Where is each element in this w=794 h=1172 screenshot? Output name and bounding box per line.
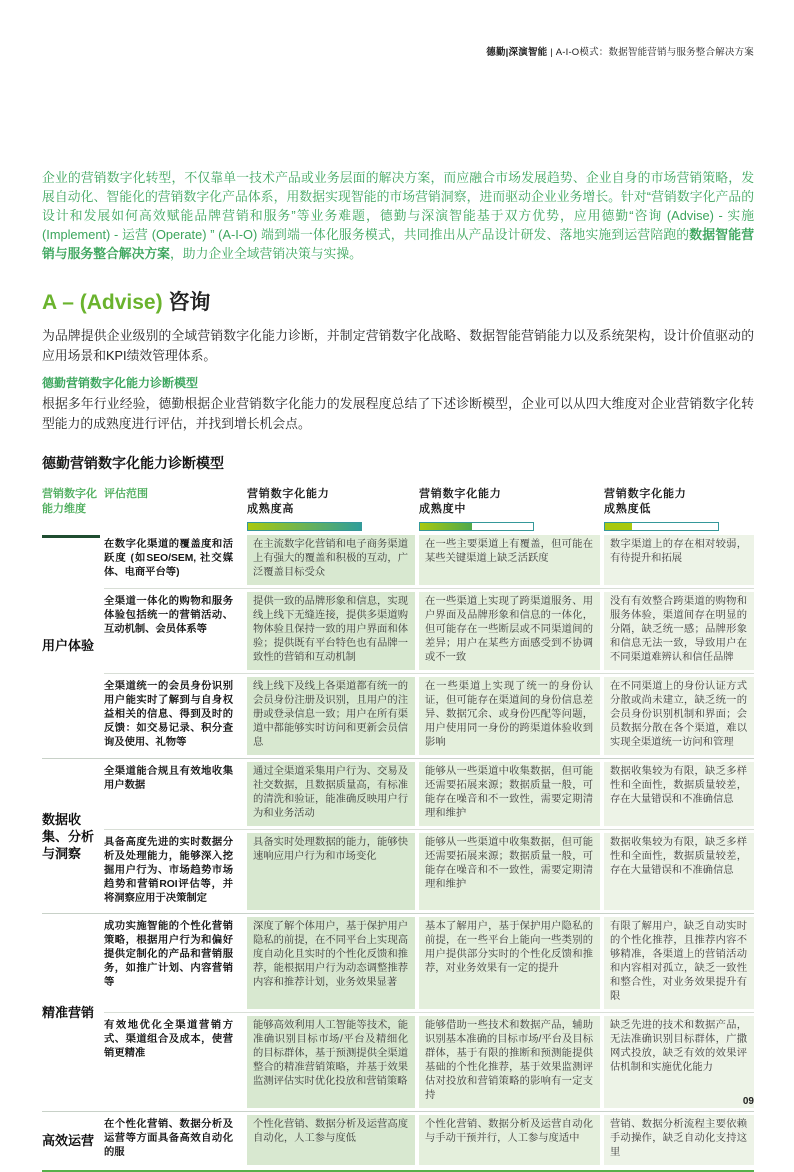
page-number: 09	[742, 1096, 754, 1107]
table-row-data-insight	[42, 758, 754, 910]
maturity-low-cell: 有限了解用户，缺乏自动实时的个性化推荐，且推荐内容不够精准，各渠道上的营销活动和内容相对孤立，缺乏一致性和整合性，对业务效果提升有限	[604, 917, 754, 1009]
dimension-top-bar	[42, 535, 100, 538]
maturity-bar-high-fill	[248, 523, 361, 530]
maturity-high-cell: 个性化营销、数据分析及运营高度自动化，人工参与度低	[247, 1115, 415, 1165]
section-heading-en: A – (Advise)	[42, 291, 163, 314]
table-subrow	[104, 673, 754, 755]
maturity-bar-mid	[419, 522, 534, 531]
maturity-high-cell: 具备实时处理数据的能力，能够快速响应用户行为和市场变化	[247, 833, 415, 910]
table-row-user-experience	[42, 535, 754, 755]
maturity-bar-low	[604, 522, 719, 531]
table-subrow	[104, 762, 754, 826]
dimension-label: 精准营销	[42, 1005, 95, 1020]
scope-cell: 有效地优化全渠道营销方式、渠道组合及成本，使营销更精准	[104, 1020, 233, 1059]
section-subhead: 德勤营销数字化能力诊断模型	[42, 376, 199, 390]
maturity-mid-cell: 在一些渠道上实现了跨渠道服务、用户界面及品牌形象和信息的一体化，但可能存在一些断层或不同渠道间的差异；用户在某些方面感受到不协调或不一致	[419, 592, 600, 670]
scope-cell: 全渠道能合规且有效地收集用户数据	[104, 766, 233, 791]
maturity-low-cell: 没有有效整合跨渠道的购物和服务体验，渠道间存在明显的分隔，缺乏统一感；品牌形象和信息无法一致，导致用户在不同渠道难辨认和信任品牌	[604, 592, 754, 670]
intro-paragraph	[42, 168, 754, 263]
table-header-row	[42, 487, 754, 531]
maturity-high-cell: 深度了解个体用户，基于保护用户隐私的前提，在不同平台上实现高度自动化且实时的个性化反馈和推荐，能根据用户行为动态调整推荐内容和推荐计划，业务效果显著	[247, 917, 415, 1009]
scope-cell: 在个性化营销、数据分析及运营等方面具备高效自动化的服	[104, 1119, 233, 1158]
scope-cell: 成功实施智能的个性化营销策略，根据用户行为和偏好提供定制化的产品和营销服务，如推广计划、内容营销等	[104, 921, 233, 988]
maturity-low-cell: 在不同渠道上的身份认证方式分散或尚未建立，缺乏统一的会员身份识别机制和界面；会员数据分散在各个渠道，难以实现全渠道统一访问和管理	[604, 677, 754, 755]
scope-cell: 全渠道统一的会员身份识别 用户能实时了解到与自身权益相关的信息、得到及时的反馈：如交易记录、积分查询及使用、礼物等	[104, 681, 233, 748]
maturity-low-cell: 缺乏先进的技术和数据产品，无法准确识别目标群体，广撒网式投放，缺乏有效的效果评估机制和实施优化能力	[604, 1016, 754, 1108]
maturity-high-cell: 提供一致的品牌形象和信息，实现线上线下无缝连接，提供多渠道购物体验且保持一致的用户界面和体验；提供既有平台特色也有品牌一致性的营销和互动机制	[247, 592, 415, 670]
maturity-high-cell: 通过全渠道采集用户行为、交易及社交数据，且数据质量高，有标准的清洗和验证，能准确反映用户行为和业务活动	[247, 762, 415, 826]
maturity-mid-cell: 能够借助一些技术和数据产品，辅助识别基本准确的目标市场/平台及目标群体，基于有限的推断和预测能提供基础的个性化推荐，基于效果监测评估对投放和营销策略的影响有一定支持	[419, 1016, 600, 1108]
column-header-maturity-high: 营销数字化能力 成熟度高	[247, 487, 415, 531]
scope-cell: 全渠道一体化的购物和服务体验包括统一的营销活动、互动机制、会员体系等	[104, 596, 233, 635]
header-title: A-I-O模式：数据智能营销与服务整合解决方案	[555, 47, 754, 58]
maturity-high-cell: 在主流数字化营销和电子商务渠道上有强大的覆盖和积极的互动，广泛覆盖目标受众	[247, 535, 415, 585]
dimension-label: 高效运营	[42, 1132, 95, 1148]
page-content	[42, 0, 754, 1172]
maturity-bar-high	[247, 522, 362, 531]
column-header-maturity-mid: 营销数字化能力 成熟度中	[419, 487, 600, 531]
column-header-scope: 评估范围	[104, 488, 148, 500]
scope-cell: 具备高度先进的实时数据分析及处理能力，能够深入挖掘用户行为、市场趋势市场趋势和营销ROI评估等，并将洞察应用于决策制定	[104, 837, 233, 904]
table-subrow	[104, 1115, 754, 1165]
table-row-efficient-operation	[42, 1111, 754, 1165]
maturity-mid-cell: 个性化营销、数据分析及运营自动化与手动干预并行，人工参与度适中	[419, 1115, 600, 1165]
maturity-mid-cell: 能够从一些渠道中收集数据，但可能还需要拓展来源；数据质量一般，可能存在噪音和不一致性，需要定期清理和维护	[419, 762, 600, 826]
table-row-precision-marketing	[42, 913, 754, 1108]
column-header-dimension: 营销数字化 能力维度	[42, 488, 97, 515]
section-heading-cn: 咨询	[168, 291, 211, 314]
maturity-bar-mid-fill	[420, 523, 472, 530]
table-subrow	[104, 917, 754, 1009]
column-header-maturity-low: 营销数字化能力 成熟度低	[604, 487, 754, 531]
maturity-mid-cell: 在一些主要渠道上有覆盖，但可能在某些关键渠道上缺乏活跃度	[419, 535, 600, 585]
maturity-mid-cell: 在一些渠道上实现了统一的身份认证，但可能存在渠道间的身份信息差异、数据冗余、或身份匹配等问题，用户使用同一身份的跨渠道体验收到影响	[419, 677, 600, 755]
maturity-mid-cell: 基本了解用户，基于保护用户隐私的前提，在一些平台上能向一些类别的用户提供部分实时的个性化反馈和推荐，对业务效果有一定的提升	[419, 917, 600, 1009]
maturity-low-cell: 数据收集较为有限，缺乏多样性和全面性，数据质量较差，存在大量错误和不准确信息	[604, 762, 754, 826]
table-subrow	[104, 588, 754, 670]
section-paragraph-1: 为品牌提供企业级别的全域营销数字化能力诊断，并制定营销数字化战略、数据智能营销能力以及系统架构，设计价值驱动的应用场景和KPI绩效管理体系。	[42, 328, 754, 363]
intro-lead: 企业的营销数字化转型，不仅靠单一技术产品或业务层面的解决方案，而应融合市场发展趋势、企业自身的市场营销策略，发展自动化、智能化的营销数字化产品体系，用数据实现智能的市场营销洞察，进而驱动企业业务增长。针对“营销数字化产品的设计和发展如何高效赋能品牌营销和服务”等业务难题，德勤与深演智能基于双方优势，应用德勤“咨询 (Advise) - 实施 (Implement) - 运营 (Operate) ” (A-I-O) 端到端一体化服务模式，共同推出从产品设计研发、落地实施到运营陪跑的	[42, 170, 754, 242]
table-body	[42, 535, 754, 1172]
maturity-low-cell: 营销、数据分析流程主要依赖手动操作，缺乏自动化支持这里	[604, 1115, 754, 1165]
maturity-mid-cell: 能够从一些渠道中收集数据，但可能还需要拓展来源；数据质量一般，可能存在噪音和不一致性，需要定期清理和维护	[419, 833, 600, 910]
maturity-high-cell: 线上线下及线上各渠道都有统一的会员身份注册及识别，且用户的注册或登录信息一致；用户在所有渠道中都能够实时访问和更新会员信息	[247, 677, 415, 755]
dimension-label: 用户体验	[42, 637, 95, 653]
table-subrow	[104, 829, 754, 910]
table-subrow	[104, 535, 754, 585]
table-subrow	[104, 1012, 754, 1108]
maturity-high-cell: 能够高效利用人工智能等技术，能准确识别目标市场/平台及精细化的目标群体，基于预测提供全渠道整合的精准营销策略，并基于效果监测评估实时优化投放和营销策略	[247, 1016, 415, 1108]
header-brand: 德勤|深演智能	[486, 47, 548, 58]
header-divider: |	[550, 47, 553, 58]
section-heading	[42, 290, 754, 315]
diagnostic-table	[42, 487, 754, 1172]
dimension-label: 数据收集、分析与洞察	[42, 811, 95, 861]
intro-bold: 数据智能营销与服务整合解决方案	[42, 227, 754, 261]
section-paragraph-2: 根据多年行业经验，德勤根据企业营销数字化能力的发展程度总结了下述诊断模型，企业可以从四大维度对企业营销数字化转型能力的成熟度进行评估，并找到增长机会点。	[42, 396, 754, 431]
table-title: 德勤营销数字化能力诊断模型	[42, 455, 224, 471]
intro-tail: ，助力企业全域营销决策与实操。	[169, 246, 362, 261]
maturity-low-cell: 数字渠道上的存在相对较弱，有待提升和拓展	[604, 535, 754, 585]
maturity-bar-low-fill	[605, 523, 632, 530]
scope-cell: 在数字化渠道的覆盖度和活跃度 (如SEO/SEM, 社交媒体、电商平台等)	[104, 539, 233, 578]
maturity-low-cell: 数据收集较为有限，缺乏多样性和全面性，数据质量较差，存在大量错误和不准确信息	[604, 833, 754, 910]
